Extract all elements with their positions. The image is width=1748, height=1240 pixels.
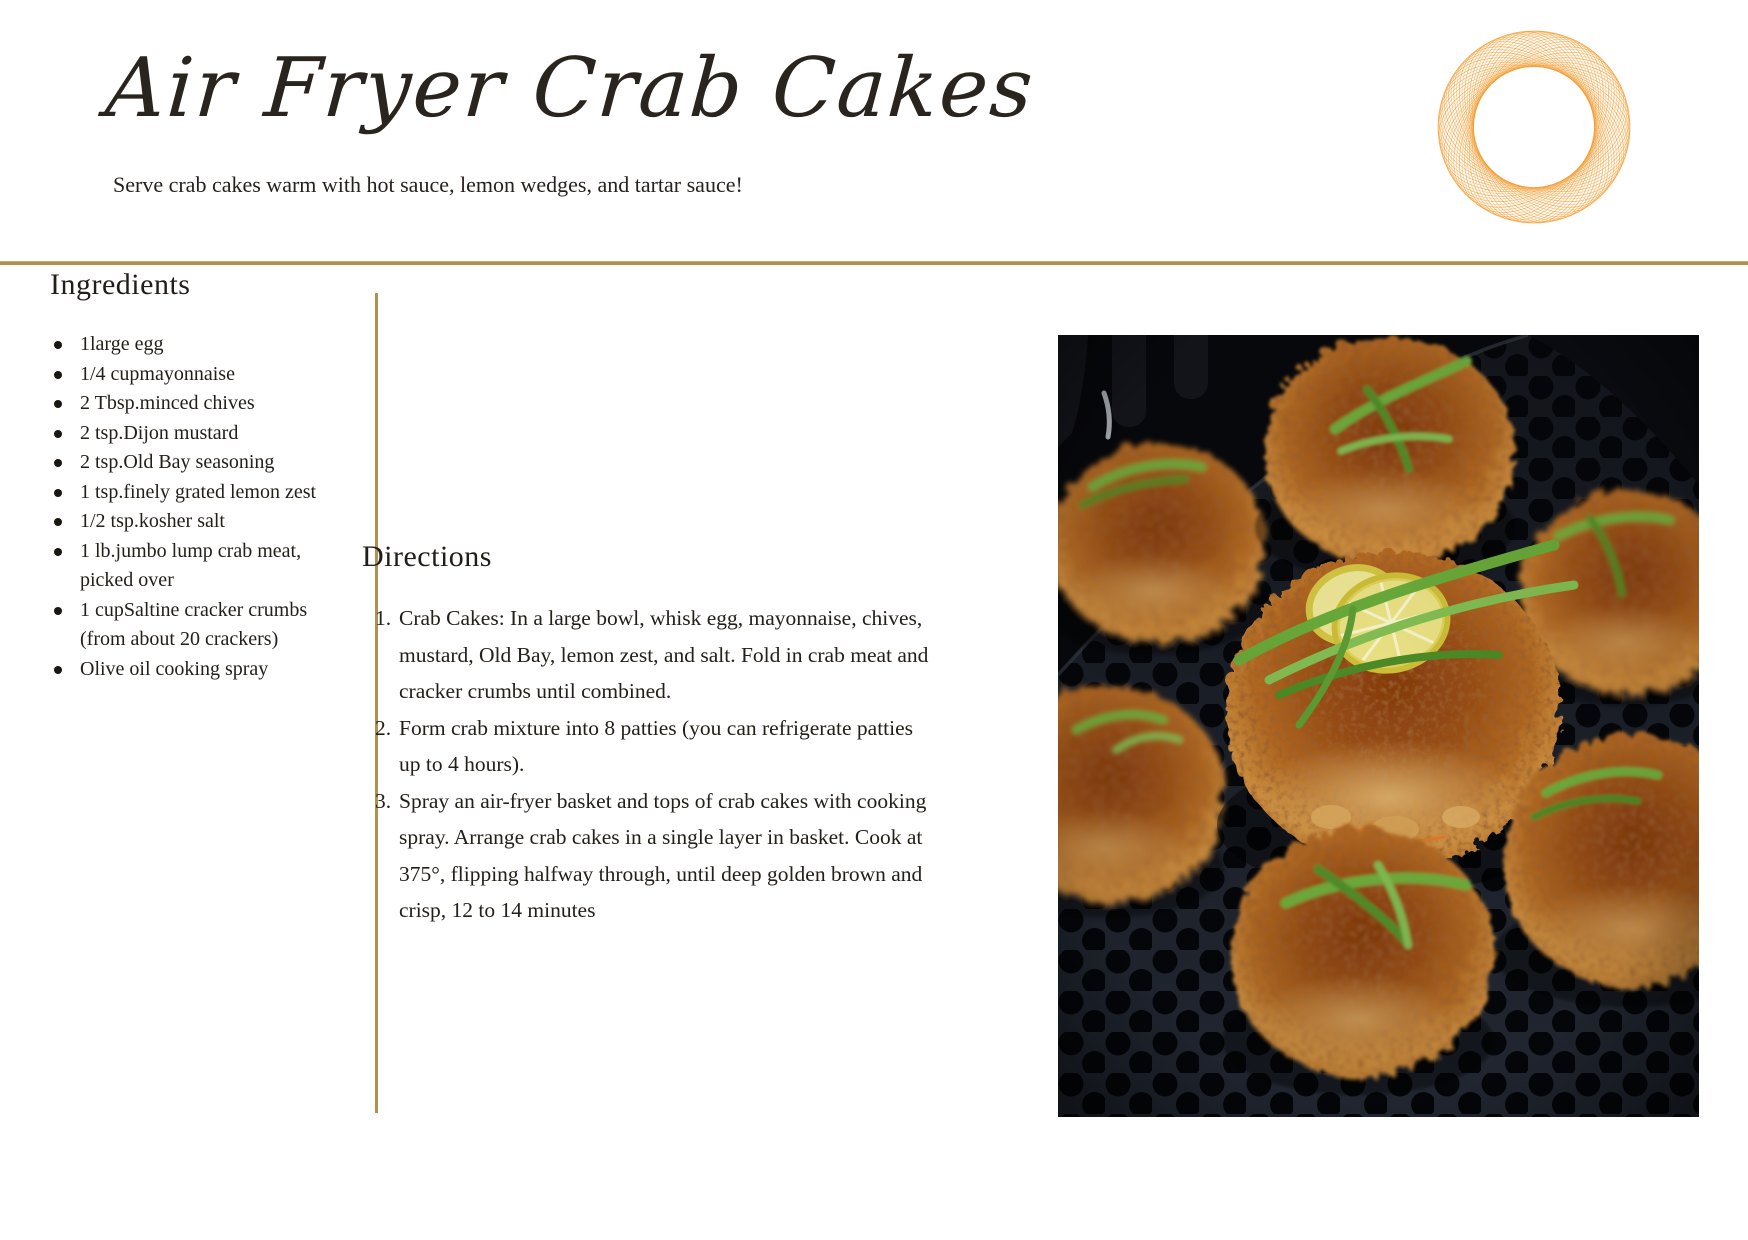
ingredient-item — [50, 537, 350, 596]
directions-list — [362, 600, 930, 929]
bullet-icon — [54, 371, 62, 379]
bullet-icon — [54, 548, 62, 556]
ingredient-text: 2 Tbsp.minced chives — [80, 392, 255, 414]
spiral-logo-icon — [1433, 26, 1635, 228]
ingredient-item — [50, 655, 350, 685]
ingredient-item — [50, 419, 350, 449]
bullet-icon — [54, 489, 62, 497]
bullet-icon — [54, 430, 62, 438]
step-text: Crab Cakes: In a large bowl, whisk egg, mayonnaise, chives, mustard, Old Bay, lemon zest, and salt. Fold in crab meat and cracker crumbs until combined. — [399, 606, 929, 703]
bullet-icon — [54, 459, 62, 467]
step-text: Spray an air-fryer basket and tops of crab cakes with cooking spray. Arrange crab cakes in a single layer in basket. Cook at 375°, flipping halfway through, until deep golden brown and crisp, 12 to 14 minutes — [399, 788, 927, 922]
ingredient-text: 1 lb.jumbo lump crab meat, picked over — [80, 539, 302, 591]
ingredient-item — [50, 330, 350, 360]
ingredient-text: 1 tsp.finely grated lemon zest — [80, 480, 317, 503]
ingredient-item — [50, 596, 350, 655]
step-text: Form crab mixture into 8 patties (you can refrigerate patties up to 4 hours). — [399, 715, 914, 776]
direction-step — [375, 710, 930, 783]
step-number: 2. — [375, 715, 392, 740]
ingredient-item — [50, 507, 350, 537]
ingredient-item — [50, 478, 350, 508]
bullet-icon — [54, 518, 62, 526]
header-divider — [0, 261, 1748, 265]
ingredient-text: 1/2 tsp.kosher salt — [80, 510, 225, 532]
ingredient-item — [50, 448, 350, 478]
crab-cakes-photo — [1058, 335, 1699, 1117]
ingredient-text: 2 tsp.Dijon mustard — [80, 421, 239, 444]
ingredients-list — [50, 330, 350, 684]
ingredient-item — [50, 360, 350, 390]
directions-heading: Directions — [362, 540, 492, 573]
page-title: Air Fryer Crab Cakes — [102, 41, 1038, 136]
step-number: 3. — [375, 788, 392, 813]
direction-step — [375, 600, 930, 710]
step-number: 1. — [375, 606, 392, 630]
direction-step — [375, 783, 930, 929]
ingredient-item — [50, 389, 350, 419]
ingredient-text: 1 cupSaltine cracker crumbs (from about 20 crackers) — [80, 598, 308, 650]
bullet-icon — [54, 400, 62, 408]
ingredient-text: 1/4 cupmayonnaise — [80, 362, 235, 385]
ingredients-section — [50, 266, 362, 684]
ingredient-text: Olive oil cooking spray — [80, 657, 269, 680]
directions-section — [362, 538, 937, 929]
bullet-icon — [54, 607, 62, 615]
ingredients-heading: Ingredients — [50, 268, 191, 301]
bullet-icon — [54, 666, 62, 674]
ingredient-text: 2 tsp.Old Bay seasoning — [80, 451, 275, 473]
ingredient-text: 1large egg — [80, 333, 164, 355]
recipe-subtitle: Serve crab cakes warm with hot sauce, lemon wedges, and tartar sauce! — [113, 172, 743, 197]
bullet-icon — [54, 341, 62, 349]
